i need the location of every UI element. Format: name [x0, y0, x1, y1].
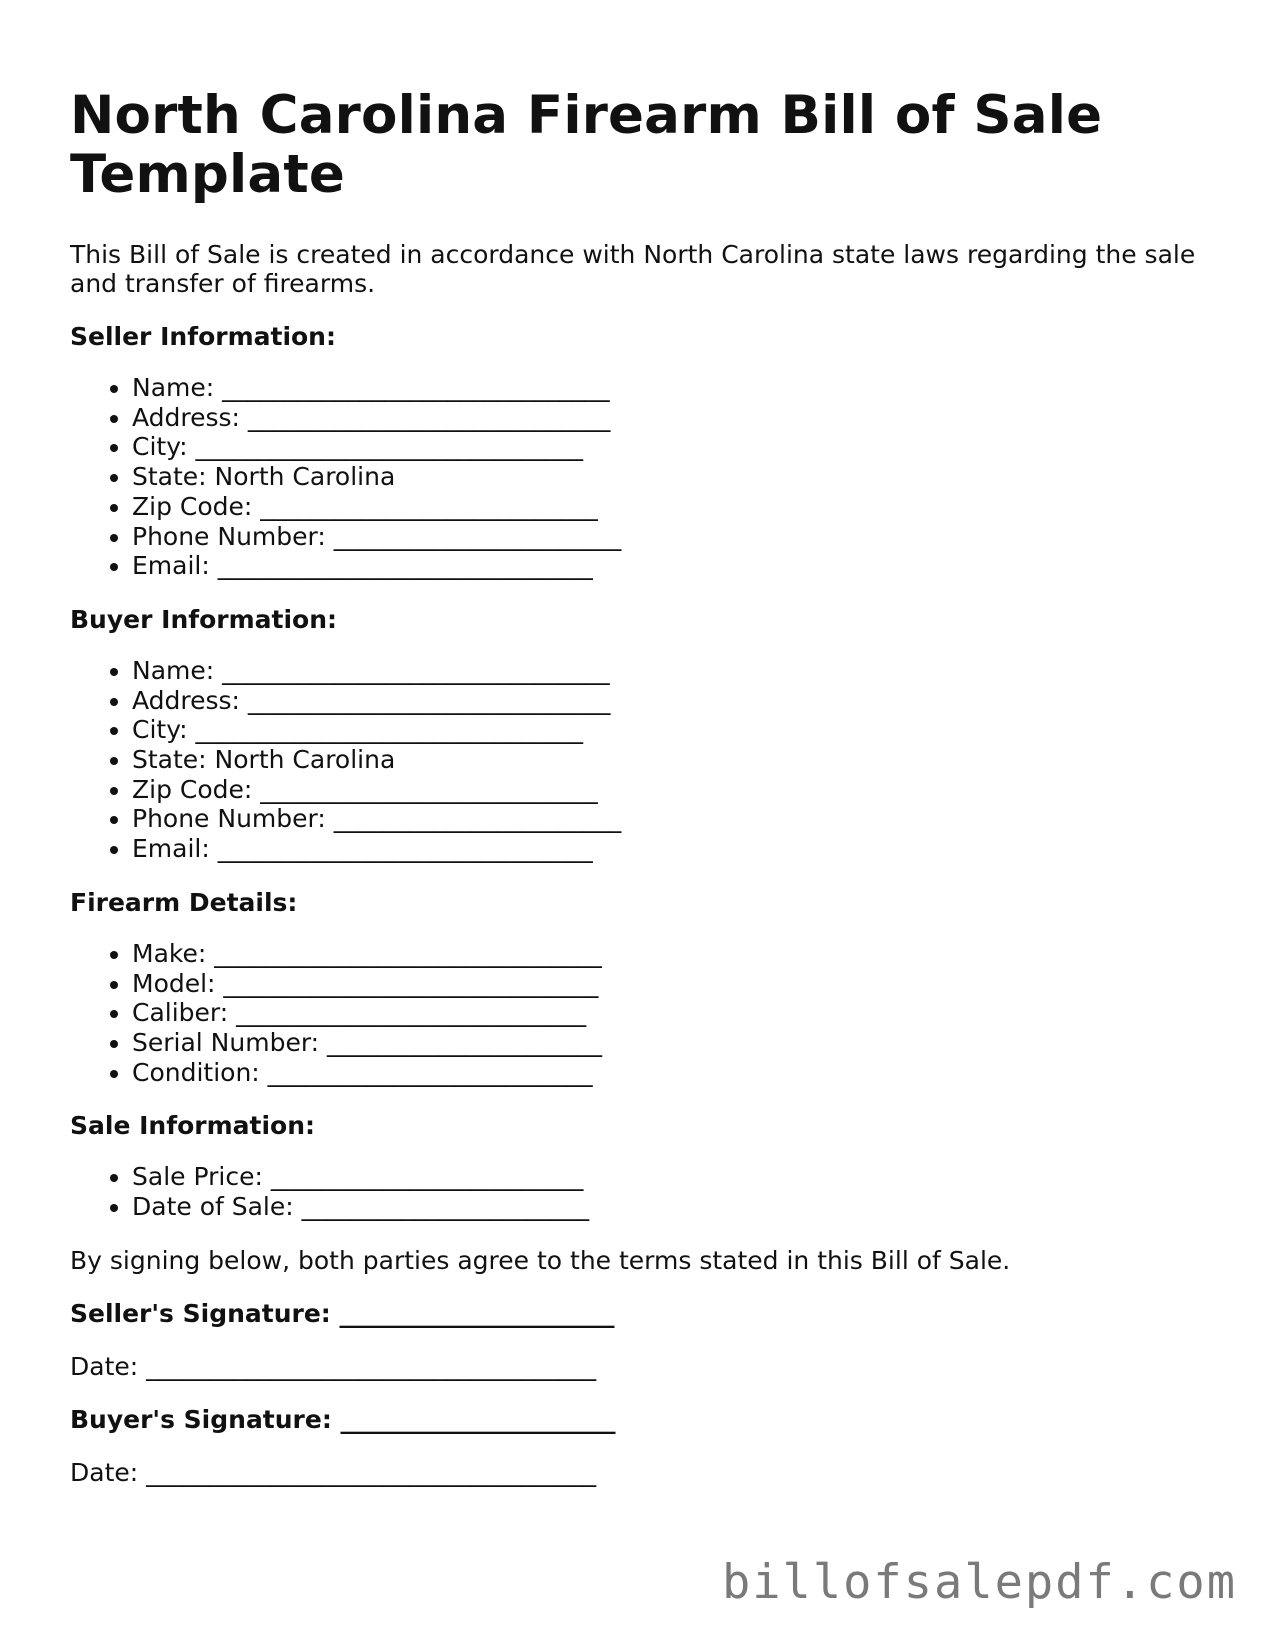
sale-field-list [70, 1162, 1210, 1221]
buyer-email-field: • Email: ______________________________ [132, 834, 1210, 864]
seller-phone-field: • Phone Number: _______________________ [132, 522, 1210, 552]
agreement-paragraph: By signing below, both parties agree to the terms stated in this Bill of Sale. [70, 1245, 1011, 1275]
buyer-date-line: Date: ____________________________________ [70, 1457, 597, 1487]
sale-date-field: • Date of Sale: _______________________ [132, 1192, 1210, 1222]
buyer-state-field: • State: North Carolina [132, 745, 1210, 775]
seller-address-field: • Address: _____________________________ [132, 403, 1210, 433]
firearm-field-list [70, 939, 1210, 1088]
buyer-city-field: • City: _______________________________ [132, 715, 1210, 745]
firearm-make-field: • Make: _______________________________ [132, 939, 1210, 969]
firearm-model-field: • Model: ______________________________ [132, 969, 1210, 999]
buyer-section-heading: Buyer Information: [70, 604, 338, 634]
firearm-section-heading: Firearm Details: [70, 887, 298, 917]
firearm-serial-field: • Serial Number: ______________________ [132, 1028, 1210, 1058]
sale-section-heading: Sale Information: [70, 1111, 315, 1141]
seller-field-list [70, 373, 1210, 581]
intro-paragraph: This Bill of Sale is created in accordance with North Carolina state laws regarding the sale and transfer of firearms. [70, 240, 1196, 298]
seller-city-field: • City: _______________________________ [132, 432, 1210, 462]
buyer-name-field: • Name: _______________________________ [132, 656, 1210, 686]
seller-section-heading: Seller Information: [70, 322, 336, 351]
document-title: North Carolina Firearm Bill of Sale Template [70, 85, 1103, 205]
buyer-field-list [70, 656, 1210, 864]
seller-signature-line: Seller's Signature: ______________________ [70, 1298, 615, 1328]
watermark: billofsalepdf.com [721, 1555, 1237, 1610]
sale-price-field: • Sale Price: _________________________ [132, 1162, 1210, 1192]
buyer-phone-field: • Phone Number: _______________________ [132, 804, 1210, 834]
firearm-condition-field: • Condition: __________________________ [132, 1058, 1210, 1088]
buyer-address-field: • Address: _____________________________ [132, 686, 1210, 716]
buyer-zip-field: • Zip Code: ___________________________ [132, 775, 1210, 805]
firearm-caliber-field: • Caliber: ____________________________ [132, 998, 1210, 1028]
document-page [70, 86, 1210, 1511]
seller-date-line: Date: ____________________________________ [70, 1351, 597, 1381]
seller-name-field: • Name: _______________________________ [132, 373, 1210, 403]
buyer-signature-line: Buyer's Signature: ______________________ [70, 1404, 616, 1434]
seller-state-field: • State: North Carolina [132, 462, 1210, 492]
seller-zip-field: • Zip Code: ___________________________ [132, 492, 1210, 522]
seller-email-field: • Email: ______________________________ [132, 551, 1210, 581]
